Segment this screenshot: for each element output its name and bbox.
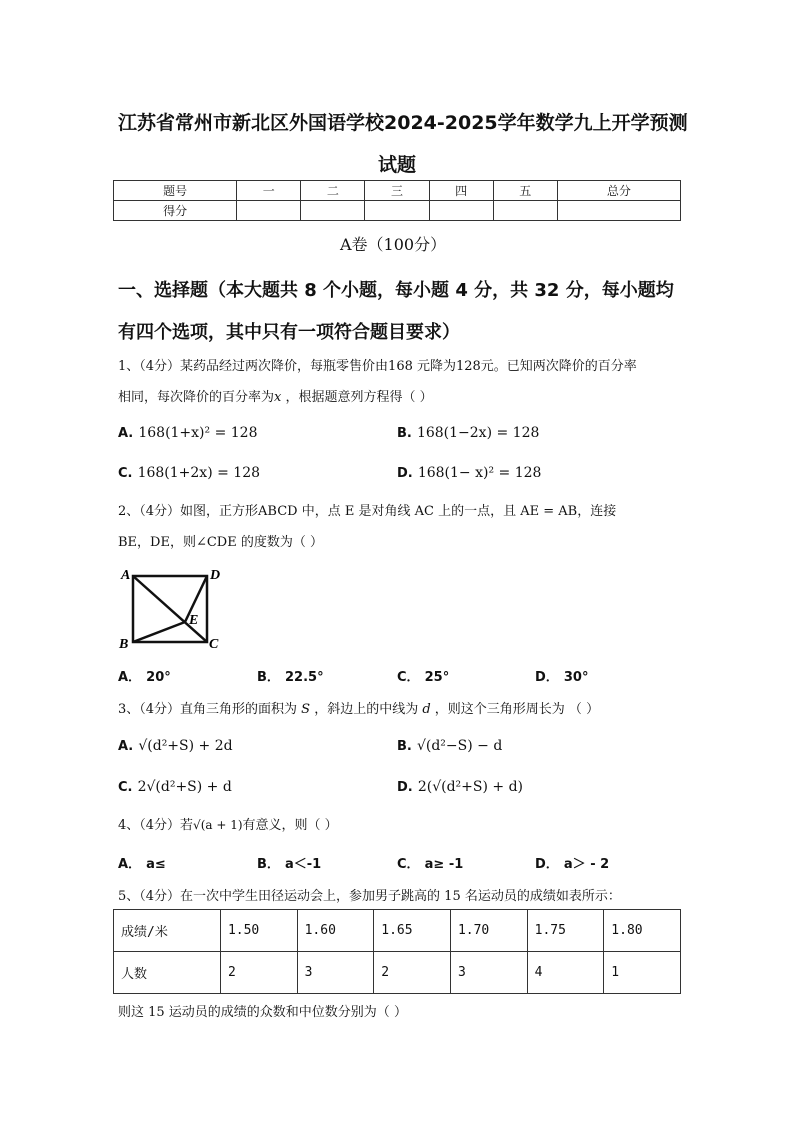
question-1-option-d — [397, 462, 541, 481]
question-2-option-c — [397, 666, 449, 685]
question-4-prefix: 4、（4分）若 — [118, 818, 194, 833]
results-cell: 1.75 — [527, 910, 604, 952]
option-label: A. — [118, 426, 134, 441]
question-1-option-c — [118, 462, 260, 481]
question-2-option-b — [257, 666, 324, 685]
option-label: C. — [118, 780, 133, 795]
score-header-cell: 四 — [429, 181, 493, 201]
option-label: B． — [257, 857, 280, 872]
score-table-header-row — [114, 181, 681, 201]
results-cell: 1.50 — [220, 910, 297, 952]
label-a: A — [121, 568, 131, 583]
option-text: 168(1−2x) = 128 — [416, 425, 540, 441]
score-cell — [365, 201, 429, 221]
section-heading: 一、选择题（本大题共 8 个小题，每小题 4 分，共 32 分，每小题均 — [118, 280, 674, 301]
question-1-option-a — [118, 422, 258, 441]
results-row-count — [114, 952, 681, 994]
option-label: A. — [118, 739, 134, 754]
results-cell: 2 — [220, 952, 297, 994]
page-title-line2: 试题 — [378, 154, 417, 176]
score-table-score-row — [114, 201, 681, 221]
score-table — [113, 180, 681, 221]
option-label: D. — [397, 780, 413, 795]
option-label: D． — [535, 670, 559, 685]
results-cell: 成绩/米 — [114, 910, 221, 952]
option-label: A． — [118, 857, 142, 872]
option-label: B. — [397, 739, 412, 754]
score-cell — [301, 201, 365, 221]
square-abcd-figure — [115, 562, 230, 652]
option-text: a≥ -1 — [424, 857, 464, 872]
results-cell: 3 — [450, 952, 527, 994]
volume-title: A卷（100分） — [340, 235, 447, 254]
score-cell — [429, 201, 493, 221]
section-heading-line2: 有四个选项，其中只有一项符合题目要求） — [118, 322, 460, 343]
question-2-text-line2: BE，DE，则∠CDE 的度数为（ ） — [118, 535, 323, 550]
results-cell: 3 — [297, 952, 374, 994]
score-cell — [493, 201, 557, 221]
option-text: 20° — [146, 670, 171, 685]
question-3-option-a — [118, 735, 233, 754]
label-c: C — [209, 637, 219, 652]
option-label: C． — [397, 670, 420, 685]
question-4-text — [118, 814, 338, 833]
option-text: 2(√(d²+S) + d) — [417, 779, 523, 795]
label-d: D — [210, 568, 221, 583]
score-header-cell: 三 — [365, 181, 429, 201]
option-text: √(d²−S) − d — [416, 738, 503, 754]
option-label: A． — [118, 670, 142, 685]
option-text: √(d²+S) + 2d — [138, 738, 233, 754]
results-cell: 1.80 — [604, 910, 681, 952]
option-text: 168(1+x)² = 128 — [138, 425, 258, 441]
option-text: a＜-1 — [285, 857, 322, 872]
question-4-option-c — [397, 853, 463, 872]
option-label: C． — [397, 857, 420, 872]
score-cell — [557, 201, 680, 221]
label-b: B — [119, 637, 129, 652]
question-4-suffix: 有意义，则（ ） — [242, 818, 338, 833]
results-cell: 1 — [604, 952, 681, 994]
option-text: 25° — [424, 670, 450, 685]
results-cell: 2 — [374, 952, 451, 994]
option-label: D. — [397, 466, 413, 481]
option-label: B. — [397, 426, 412, 441]
option-label: C. — [118, 466, 133, 481]
question-3-text: 3、（4分）直角三角形的面积为 𝑆 ，斜边上的中线为 𝑑 ，则这个三角形周长为 （ ） — [118, 702, 600, 717]
results-table — [113, 909, 681, 994]
question-4-option-b — [257, 853, 321, 872]
option-text: 168(1− x)² = 128 — [417, 465, 542, 481]
page-title: 江苏省常州市新北区外国语学校2024-2025学年数学九上开学预测 — [118, 112, 688, 134]
question-5-text-line2: 则这 15 运动员的成绩的众数和中位数分别为（ ） — [118, 1005, 407, 1020]
score-header-cell: 总分 — [557, 181, 680, 201]
question-2-option-d — [535, 666, 588, 685]
option-text: 22.5° — [285, 670, 324, 685]
results-cell: 1.70 — [450, 910, 527, 952]
score-header-cell: 一 — [237, 181, 301, 201]
results-cell: 人数 — [114, 952, 221, 994]
question-1-option-b — [397, 422, 539, 441]
question-1-text-line2: 相同，每次降价的百分率为𝑥 ，根据题意列方程得（ ） — [118, 390, 433, 405]
option-text: a＞ - 2 — [563, 857, 610, 872]
score-row-label: 得分 — [114, 201, 237, 221]
question-2-option-a — [118, 666, 171, 685]
question-3-option-d — [397, 776, 523, 795]
results-cell: 4 — [527, 952, 604, 994]
score-header-cell: 五 — [493, 181, 557, 201]
question-4-option-d — [535, 853, 609, 872]
question-3-option-b — [397, 735, 502, 754]
question-4-radical: √(a + 1) — [193, 818, 243, 832]
results-row-height — [114, 910, 681, 952]
question-2-text: 2、（4分）如图，正方形ABCD 中，点 E 是对角线 AC 上的一点，且 AE = AB，连接 — [118, 504, 617, 519]
results-cell: 1.60 — [297, 910, 374, 952]
score-header-cell: 二 — [301, 181, 365, 201]
option-label: D． — [535, 857, 559, 872]
question-1-text: 1、（4分）某药品经过两次降价，每瓶零售价由168 元降为128元。已知两次降价的百分率 — [118, 359, 637, 374]
option-text: 168(1+2x) = 128 — [137, 465, 261, 481]
option-text: 30° — [563, 670, 589, 685]
option-label: B． — [257, 670, 280, 685]
question-5-text: 5、（4分）在一次中学生田径运动会上，参加男子跳高的 15 名运动员的成绩如表所示： — [118, 889, 621, 904]
results-cell: 1.65 — [374, 910, 451, 952]
score-header-cell: 题号 — [114, 181, 237, 201]
score-cell — [237, 201, 301, 221]
label-e: E — [189, 613, 199, 628]
segment-be — [133, 622, 185, 642]
option-text: a≤ — [146, 857, 166, 872]
question-4-option-a — [118, 853, 166, 872]
diagonal-ac — [133, 576, 207, 642]
option-text: 2√(d²+S) + d — [137, 779, 232, 795]
question-3-option-c — [118, 776, 232, 795]
